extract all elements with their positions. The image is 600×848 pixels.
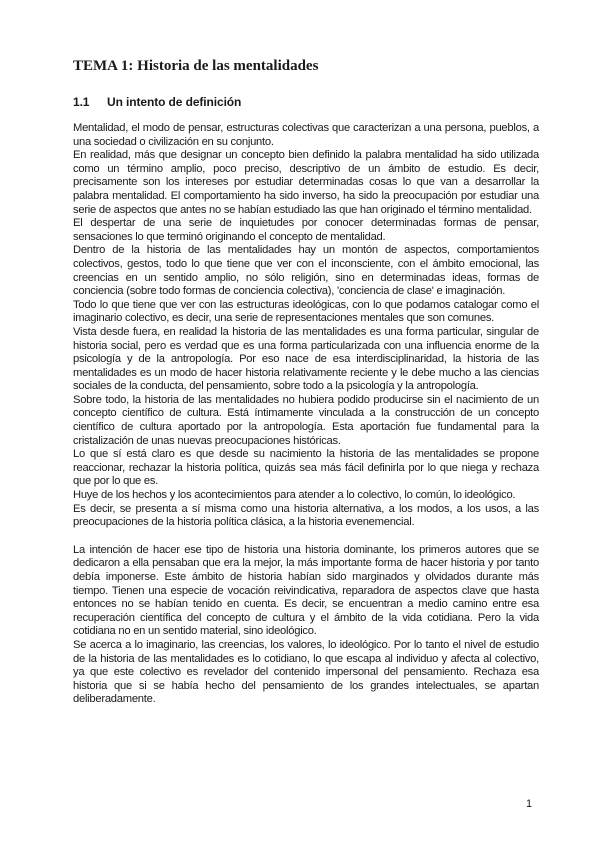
paragraph: Sobre todo, la historia de las mentalidades no hubiera podido producirse sin el nacimiento de un concepto científico de cultura. Está íntimamente vinculada a la construcción de un concepto científico de cultura aportado por la antropología. Esta aportación fue fundamental para la cristalización de unas nuevas preocupaciones históricas. [73, 393, 539, 447]
paragraph: Huye de los hechos y los acontecimientos para atender a lo colectivo, lo común, lo ideológico. [73, 489, 516, 502]
paragraph: En realidad, más que designar un concepto bien definido la palabra mentalidad ha sido utilizada como un término amplio, poco preciso, descriptivo de un ámbito de estudio. Es decir, precisamente son los intereses por estudiar determinadas cosas lo que van a desarrollar la palabra mentalidad. El comportamiento ha sido inverso, ha sido la preocupación por estudiar una serie de aspectos que antes no se habían estudiado las que han originado el término mentalidad. [73, 149, 539, 216]
paragraph: La intención de hacer ese tipo de historia una historia dominante, los primeros autores que se dedicaron a ella pensaban que era la mejor, la más importante forma de hacer historia y por tanto debía imponerse. Este ámbito de historia habían sido marginados y olvidados durante más tiempo. Tienen una especie de vocación reivindicativa, reparadora de aspectos clave que hasta entonces no se habían tenido en cuenta. Es decir, se encuentran a medio camino entre esa recuperación científica del concepto de cultura y el ámbito de la vida cotidiana. Pero la vida cotidiana no en un sentido material, sino ideológico. [73, 543, 539, 638]
section-number: 1.1 [73, 95, 90, 109]
paragraph: El despertar de una serie de inquietudes por conocer determinadas formas de pensar, sensaciones lo que terminó originando el concepto de mentalidad. [73, 217, 539, 243]
section-title: Un intento de definición [107, 95, 242, 109]
document-title: TEMA 1: Historia de las mentalidades [73, 58, 319, 74]
paragraph: Todo lo que tiene que ver con las estructuras ideológicas, con lo que podamos catalogar como el imaginario colectivo, es decir, una serie de representaciones mentales que son comunes. [73, 298, 539, 325]
paragraph: Es decir, se presenta a sí misma como una historia alternativa, a los modos, a los usos, a las preocupaciones de la historia política clásica, a la historia evenemencial. [73, 502, 539, 529]
paragraph: Lo que sí está claro es que desde su nacimiento la historia de las mentalidades se propone reaccionar, rechazar la historia política, quizás sea más fácil definirla por lo que niega y rechaza que por lo que es. [73, 448, 539, 488]
section-heading [73, 95, 241, 109]
paragraph: Se acerca a lo imaginario, las creencias, los valores, lo ideológico. Por lo tanto el nivel de estudio de la historia de las mentalidades es lo cotidiano, lo que escapa al individuo y afecta al colectivo, ya que este colectivo es revelador del contenido impersonal del pensamiento. Rechaza esa historia que si se había hecho del pensamiento de los grandes intelectuales, se apartan deliberadamente. [73, 638, 539, 706]
document-body [73, 122, 539, 707]
paragraph: Vista desde fuera, en realidad la historia de las mentalidades es una forma particular, singular de historia social, pero es verdad que es una forma particularizada con una influencia enorme de la psicología y de la antropología. Por eso nace de esa interdisciplinaridad, la historia de las mentalidades es un modo de hacer historia relativamente reciente y le debe mucho a las ciencias sociales de la conducta, del pensamiento, sobre todo a la psicología y la antropología. [73, 325, 539, 393]
paragraph: Mentalidad, el modo de pensar, estructuras colectivas que caracterizan a una persona, pueblos, a una sociedad o civilización en su conjunto. [73, 122, 539, 148]
paragraph: Dentro de la historia de las mentalidades hay un montón de aspectos, comportamientos colectivos, gestos, todo lo que tiene que ver con el inconsciente, con el ámbito emocional, las creencias en un sentido amplio, no sólo religión, sino en determinadas ideas, formas de conciencia (sobre todo formas de conciencia colectiva), 'conciencia de clase' e imaginación. [73, 244, 539, 298]
page-number: 1 [526, 798, 533, 810]
